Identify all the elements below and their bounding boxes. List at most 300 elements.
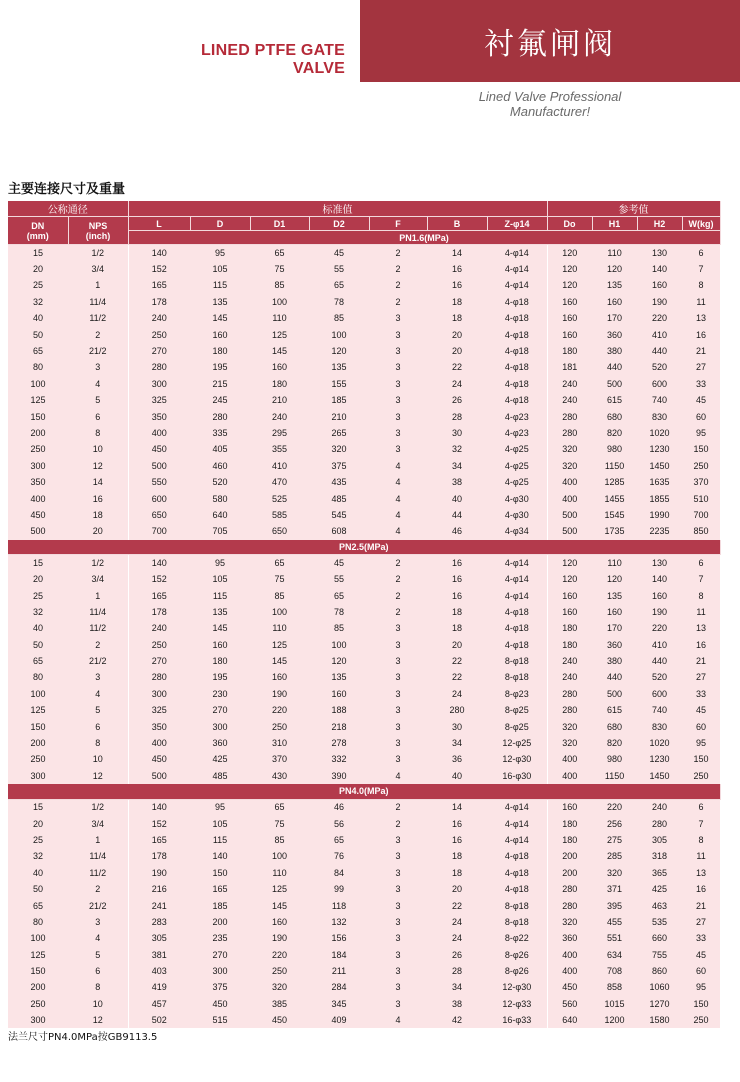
table-cell: 165 xyxy=(128,832,190,848)
table-cell: 216 xyxy=(128,881,190,897)
header-nps-label: NPS xyxy=(88,220,108,231)
table-cell: 8-φ18 xyxy=(487,653,547,669)
table-cell: 34 xyxy=(427,735,487,751)
table-cell: 463 xyxy=(637,897,682,913)
table-row xyxy=(8,979,720,995)
table-cell: 440 xyxy=(637,653,682,669)
table-cell: 4-φ14 xyxy=(487,815,547,831)
table-cell: 240 xyxy=(128,620,190,636)
table-cell: 3 xyxy=(369,359,427,375)
table-cell: 371 xyxy=(592,881,637,897)
table-cell: 135 xyxy=(592,277,637,293)
table-cell: 2235 xyxy=(637,523,682,539)
table-cell: 12 xyxy=(68,1012,128,1028)
table-cell: 360 xyxy=(547,930,592,946)
table-cell: 2 xyxy=(369,604,427,620)
table-cell: 4 xyxy=(68,376,128,392)
table-cell: 210 xyxy=(309,408,369,424)
table-cell: 125 xyxy=(250,326,309,342)
table-row xyxy=(8,458,720,474)
table-cell: 18 xyxy=(427,620,487,636)
table-cell: 700 xyxy=(128,523,190,539)
table-cell: 12-φ30 xyxy=(487,979,547,995)
header-w: W(kg) xyxy=(682,217,720,231)
table-cell: 32 xyxy=(8,848,68,864)
table-cell: 680 xyxy=(592,718,637,734)
table-cell: 2 xyxy=(68,636,128,652)
table-cell: 320 xyxy=(309,441,369,457)
table-cell: 95 xyxy=(682,425,720,441)
table-cell: 280 xyxy=(637,815,682,831)
table-cell: 4-φ18 xyxy=(487,376,547,392)
header-d2: D2 xyxy=(309,217,369,231)
table-cell: 125 xyxy=(8,392,68,408)
table-cell: 215 xyxy=(190,376,250,392)
table-cell: 180 xyxy=(190,343,250,359)
table-cell: 320 xyxy=(547,458,592,474)
table-row xyxy=(8,587,720,603)
table-cell: 400 xyxy=(547,963,592,979)
header-nps-unit: (inch) xyxy=(85,230,111,241)
table-cell: 95 xyxy=(682,735,720,751)
table-cell: 240 xyxy=(250,408,309,424)
table-cell: 7 xyxy=(682,261,720,277)
table-cell: 365 xyxy=(637,865,682,881)
table-cell: 120 xyxy=(547,245,592,261)
table-cell: 190 xyxy=(250,686,309,702)
tagline xyxy=(440,89,660,119)
table-cell: 270 xyxy=(128,653,190,669)
table-cell: 4-φ18 xyxy=(487,620,547,636)
table-cell: 650 xyxy=(250,523,309,539)
table-cell: 85 xyxy=(309,310,369,326)
table-row xyxy=(8,441,720,457)
table-cell: 3 xyxy=(369,686,427,702)
table-cell: 608 xyxy=(309,523,369,539)
table-cell: 551 xyxy=(592,930,637,946)
table-row xyxy=(8,261,720,277)
table-cell: 65 xyxy=(309,277,369,293)
table-cell: 13 xyxy=(682,620,720,636)
table-cell: 25 xyxy=(8,277,68,293)
table-cell: 3 xyxy=(369,425,427,441)
table-cell: 46 xyxy=(427,523,487,539)
table-cell: 140 xyxy=(637,261,682,277)
table-cell: 11 xyxy=(682,294,720,310)
table-cell: 320 xyxy=(547,735,592,751)
table-cell: 8 xyxy=(682,277,720,293)
table-cell: 125 xyxy=(250,881,309,897)
table-cell: 45 xyxy=(682,392,720,408)
table-cell: 118 xyxy=(309,897,369,913)
table-cell: 85 xyxy=(250,832,309,848)
table-cell: 350 xyxy=(8,474,68,490)
table-cell: 350 xyxy=(128,408,190,424)
table-cell: 100 xyxy=(309,636,369,652)
table-cell: 42 xyxy=(427,1012,487,1028)
table-cell: 284 xyxy=(309,979,369,995)
table-cell: 178 xyxy=(128,848,190,864)
table-cell: 32 xyxy=(427,441,487,457)
table-cell: 3 xyxy=(369,996,427,1012)
table-cell: 545 xyxy=(309,507,369,523)
table-cell: 370 xyxy=(250,751,309,767)
table-cell: 285 xyxy=(592,848,637,864)
table-cell: 10 xyxy=(68,751,128,767)
table-cell: 1270 xyxy=(637,996,682,1012)
product-title-en: LINED PTFE GATE VALVE xyxy=(200,42,345,77)
table-cell: 230 xyxy=(190,686,250,702)
table-cell: 160 xyxy=(190,636,250,652)
table-cell: 410 xyxy=(250,458,309,474)
table-cell: 165 xyxy=(128,277,190,293)
table-cell: 160 xyxy=(547,799,592,815)
table-cell: 18 xyxy=(427,865,487,881)
table-cell: 135 xyxy=(190,604,250,620)
table-cell: 740 xyxy=(637,392,682,408)
table-cell: 6 xyxy=(682,799,720,815)
table-cell: 40 xyxy=(427,490,487,506)
table-cell: 5 xyxy=(68,392,128,408)
table-row xyxy=(8,604,720,620)
table-cell: 450 xyxy=(128,441,190,457)
table-cell: 2 xyxy=(369,815,427,831)
table-cell: 240 xyxy=(547,669,592,685)
table-cell: 6 xyxy=(68,408,128,424)
table-cell: 20 xyxy=(427,881,487,897)
table-cell: 16 xyxy=(427,832,487,848)
table-cell: 33 xyxy=(682,376,720,392)
table-cell: 8 xyxy=(682,832,720,848)
table-cell: 185 xyxy=(309,392,369,408)
table-cell: 460 xyxy=(190,458,250,474)
section-title: 主要连接尺寸及重量 xyxy=(8,182,126,197)
table-cell: 16-φ30 xyxy=(487,768,547,784)
table-cell: 2 xyxy=(369,571,427,587)
dimensions-table-wrapper xyxy=(8,201,720,1028)
table-cell: 410 xyxy=(637,326,682,342)
table-cell: 110 xyxy=(250,865,309,881)
table-cell: 211 xyxy=(309,963,369,979)
table-cell: 95 xyxy=(190,555,250,571)
table-cell: 2 xyxy=(369,587,427,603)
table-cell: 8-φ23 xyxy=(487,686,547,702)
table-cell: 4-φ23 xyxy=(487,425,547,441)
table-cell: 55 xyxy=(309,261,369,277)
table-cell: 250 xyxy=(250,963,309,979)
table-cell: 3 xyxy=(369,376,427,392)
table-row xyxy=(8,653,720,669)
table-cell: 1230 xyxy=(637,441,682,457)
table-cell: 190 xyxy=(637,604,682,620)
table-cell: 300 xyxy=(8,768,68,784)
table-cell: 156 xyxy=(309,930,369,946)
table-cell: 2 xyxy=(369,294,427,310)
table-cell: 1455 xyxy=(592,490,637,506)
table-cell: 265 xyxy=(309,425,369,441)
table-cell: 80 xyxy=(8,669,68,685)
table-cell: 45 xyxy=(682,947,720,963)
table-row xyxy=(8,930,720,946)
table-row xyxy=(8,947,720,963)
table-cell: 115 xyxy=(190,277,250,293)
table-cell: 8-φ18 xyxy=(487,669,547,685)
table-row xyxy=(8,277,720,293)
table-cell: 14 xyxy=(427,245,487,261)
table-cell: 410 xyxy=(637,636,682,652)
table-cell: 22 xyxy=(427,359,487,375)
header-standard-group: 标准值 xyxy=(128,201,547,217)
table-cell: 160 xyxy=(250,669,309,685)
header-d: D xyxy=(190,217,250,231)
table-cell: 380 xyxy=(592,343,637,359)
table-cell: 3 xyxy=(369,343,427,359)
table-cell: 12-φ25 xyxy=(487,735,547,751)
table-cell: 155 xyxy=(309,376,369,392)
table-cell: 520 xyxy=(190,474,250,490)
table-row xyxy=(8,507,720,523)
table-cell: 3 xyxy=(369,310,427,326)
table-cell: 10 xyxy=(68,441,128,457)
table-cell: 332 xyxy=(309,751,369,767)
table-cell: 400 xyxy=(547,490,592,506)
table-cell: 3 xyxy=(68,669,128,685)
table-cell: 110 xyxy=(250,310,309,326)
table-cell: 140 xyxy=(128,555,190,571)
table-cell: 15 xyxy=(8,245,68,261)
table-cell: 60 xyxy=(682,963,720,979)
table-cell: 60 xyxy=(682,718,720,734)
table-cell: 24 xyxy=(427,686,487,702)
table-cell: 65 xyxy=(250,799,309,815)
table-cell: 178 xyxy=(128,604,190,620)
table-cell: 325 xyxy=(128,702,190,718)
table-row xyxy=(8,343,720,359)
table-cell: 16 xyxy=(427,587,487,603)
table-cell: 830 xyxy=(637,718,682,734)
table-cell: 125 xyxy=(8,702,68,718)
table-cell: 8-φ22 xyxy=(487,930,547,946)
table-cell: 425 xyxy=(637,881,682,897)
table-cell: 75 xyxy=(250,571,309,587)
table-cell: 440 xyxy=(592,359,637,375)
table-cell: 120 xyxy=(547,277,592,293)
table-cell: 14 xyxy=(427,799,487,815)
table-cell: 600 xyxy=(128,490,190,506)
table-cell: 14 xyxy=(68,474,128,490)
table-cell: 140 xyxy=(190,848,250,864)
table-row xyxy=(8,245,720,261)
table-cell: 30 xyxy=(427,718,487,734)
table-cell: 3 xyxy=(369,751,427,767)
table-cell: 280 xyxy=(547,897,592,913)
table-cell: 1545 xyxy=(592,507,637,523)
table-cell: 135 xyxy=(190,294,250,310)
table-cell: 510 xyxy=(682,490,720,506)
header-h1: H1 xyxy=(592,217,637,231)
table-cell: 180 xyxy=(547,815,592,831)
table-cell: 4-φ18 xyxy=(487,881,547,897)
pressure-class-label: PN1.6(MPa) xyxy=(128,231,720,245)
table-cell: 20 xyxy=(427,343,487,359)
table-cell: 820 xyxy=(592,735,637,751)
table-cell: 400 xyxy=(547,474,592,490)
table-cell: 470 xyxy=(250,474,309,490)
table-cell: 12-φ30 xyxy=(487,751,547,767)
table-cell: 250 xyxy=(250,718,309,734)
table-cell: 18 xyxy=(427,310,487,326)
table-cell: 140 xyxy=(637,571,682,587)
table-cell: 450 xyxy=(128,751,190,767)
table-cell: 1450 xyxy=(637,768,682,784)
pressure-class-label: PN4.0(MPa) xyxy=(8,784,720,799)
table-cell: 24 xyxy=(427,930,487,946)
table-cell: 220 xyxy=(592,799,637,815)
table-row xyxy=(8,523,720,539)
table-cell: 4-φ14 xyxy=(487,245,547,261)
table-cell: 1060 xyxy=(637,979,682,995)
table-cell: 3 xyxy=(369,392,427,408)
table-cell: 60 xyxy=(682,408,720,424)
table-cell: 1735 xyxy=(592,523,637,539)
table-cell: 500 xyxy=(592,376,637,392)
table-cell: 4-φ30 xyxy=(487,507,547,523)
table-cell: 18 xyxy=(427,848,487,864)
table-cell: 350 xyxy=(128,718,190,734)
table-cell: 85 xyxy=(250,587,309,603)
table-cell: 250 xyxy=(128,636,190,652)
table-cell: 16 xyxy=(427,815,487,831)
table-cell: 150 xyxy=(682,751,720,767)
table-cell: 400 xyxy=(547,768,592,784)
table-cell: 160 xyxy=(547,294,592,310)
table-cell: 26 xyxy=(427,392,487,408)
table-cell: 130 xyxy=(637,245,682,261)
table-cell: 4-φ18 xyxy=(487,636,547,652)
table-cell: 11 xyxy=(682,848,720,864)
table-cell: 105 xyxy=(190,261,250,277)
table-cell: 240 xyxy=(547,653,592,669)
table-cell: 6 xyxy=(682,245,720,261)
table-cell: 858 xyxy=(592,979,637,995)
table-cell: 820 xyxy=(592,425,637,441)
pressure-class-label: PN2.5(MPa) xyxy=(8,540,720,555)
table-cell: 150 xyxy=(8,408,68,424)
table-cell: 4-φ18 xyxy=(487,310,547,326)
table-cell: 335 xyxy=(190,425,250,441)
table-cell: 1020 xyxy=(637,735,682,751)
table-cell: 634 xyxy=(592,947,637,963)
table-cell: 21/2 xyxy=(68,653,128,669)
table-cell: 3/4 xyxy=(68,815,128,831)
table-cell: 419 xyxy=(128,979,190,995)
table-cell: 160 xyxy=(250,914,309,930)
table-cell: 11/2 xyxy=(68,865,128,881)
table-cell: 15 xyxy=(8,555,68,571)
table-cell: 830 xyxy=(637,408,682,424)
table-cell: 8 xyxy=(682,587,720,603)
table-cell: 345 xyxy=(309,996,369,1012)
table-cell: 165 xyxy=(190,881,250,897)
table-cell: 200 xyxy=(8,979,68,995)
table-cell: 515 xyxy=(190,1012,250,1028)
table-row xyxy=(8,326,720,342)
table-cell: 550 xyxy=(128,474,190,490)
table-cell: 50 xyxy=(8,326,68,342)
table-cell: 1150 xyxy=(592,768,637,784)
table-cell: 430 xyxy=(250,768,309,784)
table-cell: 500 xyxy=(8,523,68,539)
table-cell: 4-φ18 xyxy=(487,294,547,310)
table-cell: 1015 xyxy=(592,996,637,1012)
table-cell: 6 xyxy=(68,963,128,979)
table-cell: 181 xyxy=(547,359,592,375)
table-cell: 220 xyxy=(637,620,682,636)
header-do: Do xyxy=(547,217,592,231)
table-cell: 980 xyxy=(592,441,637,457)
table-cell: 184 xyxy=(309,947,369,963)
table-cell: 11/4 xyxy=(68,848,128,864)
table-cell: 440 xyxy=(637,343,682,359)
table-cell: 660 xyxy=(637,930,682,946)
table-cell: 152 xyxy=(128,571,190,587)
table-cell: 4-φ14 xyxy=(487,277,547,293)
table-cell: 145 xyxy=(250,897,309,913)
table-cell: 300 xyxy=(190,963,250,979)
table-cell: 560 xyxy=(547,996,592,1012)
table-cell: 105 xyxy=(190,815,250,831)
header-l: L xyxy=(128,217,190,231)
table-cell: 585 xyxy=(250,507,309,523)
table-cell: 220 xyxy=(250,947,309,963)
header-dn-label: DN xyxy=(31,220,45,231)
table-cell: 110 xyxy=(592,245,637,261)
table-cell: 160 xyxy=(250,359,309,375)
table-cell: 425 xyxy=(190,751,250,767)
table-cell: 4-φ18 xyxy=(487,865,547,881)
table-cell: 150 xyxy=(682,441,720,457)
table-cell: 3 xyxy=(369,979,427,995)
table-row xyxy=(8,474,720,490)
table-cell: 375 xyxy=(309,458,369,474)
table-cell: 135 xyxy=(592,587,637,603)
table-cell: 170 xyxy=(592,310,637,326)
table-cell: 4 xyxy=(369,458,427,474)
table-cell: 150 xyxy=(8,718,68,734)
table-cell: 180 xyxy=(547,343,592,359)
table-cell: 28 xyxy=(427,963,487,979)
table-cell: 178 xyxy=(128,294,190,310)
table-cell: 6 xyxy=(68,718,128,734)
table-cell: 20 xyxy=(427,326,487,342)
table-cell: 1580 xyxy=(637,1012,682,1028)
table-cell: 355 xyxy=(250,441,309,457)
table-row xyxy=(8,636,720,652)
table-cell: 50 xyxy=(8,881,68,897)
table-cell: 300 xyxy=(8,1012,68,1028)
table-cell: 21 xyxy=(682,897,720,913)
table-cell: 27 xyxy=(682,669,720,685)
table-cell: 160 xyxy=(637,277,682,293)
table-cell: 300 xyxy=(190,718,250,734)
table-cell: 520 xyxy=(637,669,682,685)
table-cell: 11 xyxy=(682,604,720,620)
table-cell: 500 xyxy=(128,458,190,474)
table-cell: 100 xyxy=(8,930,68,946)
table-cell: 241 xyxy=(128,897,190,913)
table-cell: 405 xyxy=(190,441,250,457)
product-title-cn: 衬氟闸阀 xyxy=(484,27,616,62)
